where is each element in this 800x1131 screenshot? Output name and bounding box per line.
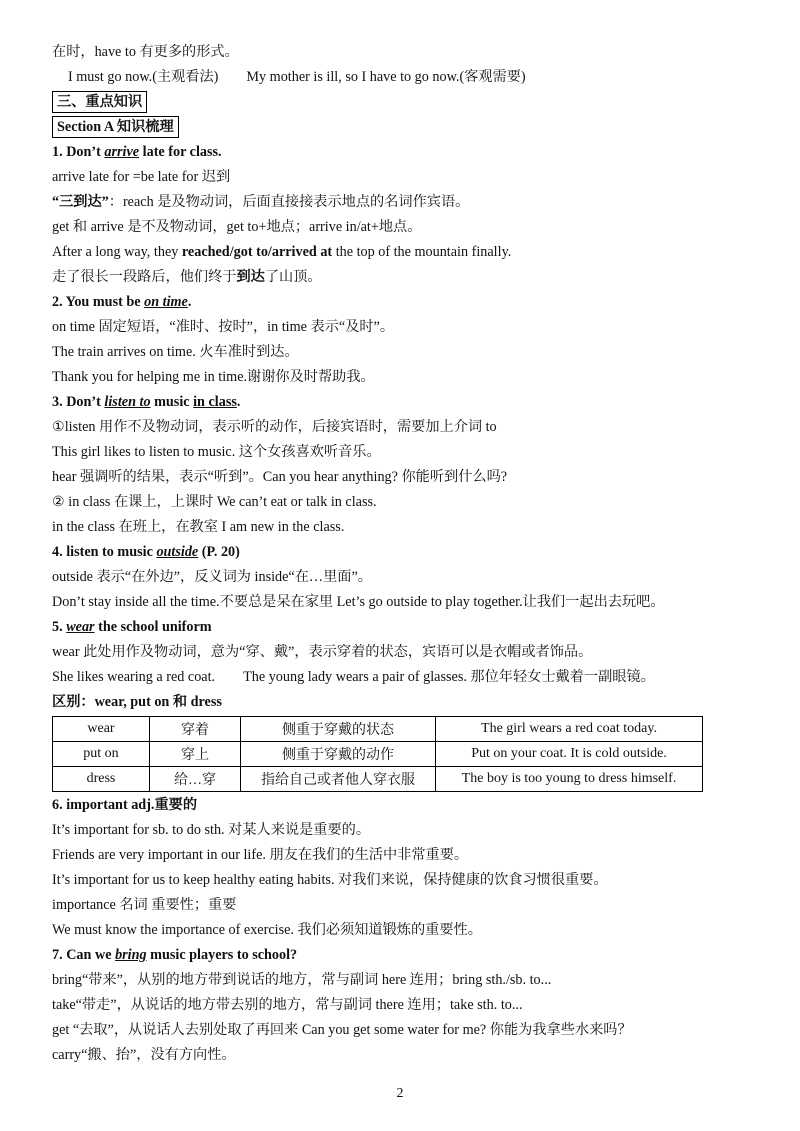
- text-line: The train arrives on time. 火车准时到达。: [52, 344, 299, 360]
- text-line: We must know the importance of exercise. 我们必须知道锻炼的重要性。: [52, 922, 482, 938]
- table-cell: 侧重于穿戴的动作: [241, 742, 436, 767]
- comparison-table: [52, 716, 703, 792]
- point-heading: 7. Can we bring music players to school?: [52, 947, 298, 963]
- table-cell: 指给自己或者他人穿衣服: [241, 767, 436, 792]
- document-body: [52, 40, 752, 1068]
- text-line: [52, 65, 752, 90]
- text-line: Thank you for helping me in time.谢谢你及时帮助我。: [52, 369, 375, 385]
- point-heading: 1. Don’t arrive late for class.: [52, 144, 222, 160]
- text-line: ② in class 在课上，上课时 We can’t eat or talk in class.: [52, 494, 377, 510]
- point-heading: 3. Don’t listen to music in class.: [52, 394, 241, 410]
- table-cell: Put on your coat. It is cold outside.: [436, 742, 703, 767]
- table-cell: wear: [53, 717, 150, 742]
- text-line: bring“带来”，从别的地方带到说话的地方，常与副词 here 连用；bring sth./sb. to...: [52, 972, 552, 988]
- text-line: outside 表示“在外边”，反义词为 inside“在…里面”。: [52, 569, 372, 585]
- text-line: hear 强调听的结果，表示“听到”。Can you hear anything? 你能听到什么吗?: [52, 469, 508, 485]
- text-line: get 和 arrive 是不及物动词，get to+地点；arrive in/at+地点。: [52, 219, 422, 235]
- section-title: 三、重点知识: [52, 91, 147, 113]
- text-line: “三到达”：reach 是及物动词，后面直接接表示地点的名词作宾语。: [52, 194, 470, 210]
- text-line: importance 名词 重要性；重要: [52, 897, 237, 913]
- table-cell: 穿上: [150, 742, 241, 767]
- section-title: Section A 知识梳理: [52, 116, 179, 138]
- text-line: This girl likes to listen to music. 这个女孩喜欢听音乐。: [52, 444, 381, 460]
- text-line: Friends are very important in our life. 朋友在我们的生活中非常重要。: [52, 847, 469, 863]
- page-number: 2: [396, 1086, 404, 1101]
- text-line: She likes wearing a red coat. The young lady wears a pair of glasses. 那位年轻女士戴着一副眼镜。: [52, 669, 655, 685]
- text-line: get “去取”，从说话人去别处取了再回来 Can you get some water for me? 你能为我拿些水来吗？: [52, 1022, 632, 1038]
- text-line: carry“搬、抬”，没有方向性。: [52, 1047, 236, 1063]
- point-heading: 5. wear the school uniform: [52, 619, 212, 635]
- text-line: arrive late for =be late for 迟到: [52, 169, 231, 185]
- table-cell: The boy is too young to dress himself.: [436, 767, 703, 792]
- point-heading: 2. You must be on time.: [52, 294, 192, 310]
- table-cell: dress: [53, 767, 150, 792]
- table-row: [53, 717, 703, 742]
- text-line: After a long way, they reached/got to/arrived at the top of the mountain finally.: [52, 244, 512, 260]
- text-line: wear 此处用作及物动词，意为“穿、戴”，表示穿着的状态，宾语可以是衣帽或者饰品。: [52, 644, 593, 660]
- table-cell: 给…穿: [150, 767, 241, 792]
- table-caption: 区别：wear, put on 和 dress: [52, 694, 222, 710]
- text-line: ①listen 用作不及物动词，表示听的动作，后接宾语时，需要加上介词 to: [52, 419, 497, 435]
- example-sentence: I must go now.(主观看法): [68, 69, 219, 85]
- point-heading: 4. listen to music outside (P. 20): [52, 544, 240, 560]
- table-cell: 穿着: [150, 717, 241, 742]
- text-line: It’s important for us to keep healthy eating habits. 对我们来说，保持健康的饮食习惯很重要。: [52, 872, 608, 888]
- text-line: on time 固定短语，“准时、按时”，in time 表示“及时”。: [52, 319, 395, 335]
- point-heading: 6. important adj.重要的: [52, 797, 198, 813]
- text-line: 在时，have to 有更多的形式。: [52, 44, 239, 60]
- section-heading: [52, 115, 752, 140]
- example-sentence: My mother is ill, so I have to go now.(客观需要): [246, 69, 526, 85]
- section-heading: [52, 90, 752, 115]
- table-cell: The girl wears a red coat today.: [436, 717, 703, 742]
- table-row: [53, 742, 703, 767]
- text-line: It’s important for sb. to do sth. 对某人来说是重要的。: [52, 822, 371, 838]
- text-line: take“带走”，从说话的地方带去别的地方，常与副词 there 连用；take sth. to...: [52, 997, 523, 1013]
- table-row: [53, 767, 703, 792]
- text-line: Don’t stay inside all the time.不要总是呆在家里 Let’s go outside to play together.让我们一起出去玩吧。: [52, 594, 665, 610]
- table-cell: 侧重于穿戴的状态: [241, 717, 436, 742]
- text-line: in the class 在班上，在教室 I am new in the class.: [52, 519, 345, 535]
- text-line: 走了很长一段路后，他们终于到达了山顶。: [52, 269, 322, 285]
- table-cell: put on: [53, 742, 150, 767]
